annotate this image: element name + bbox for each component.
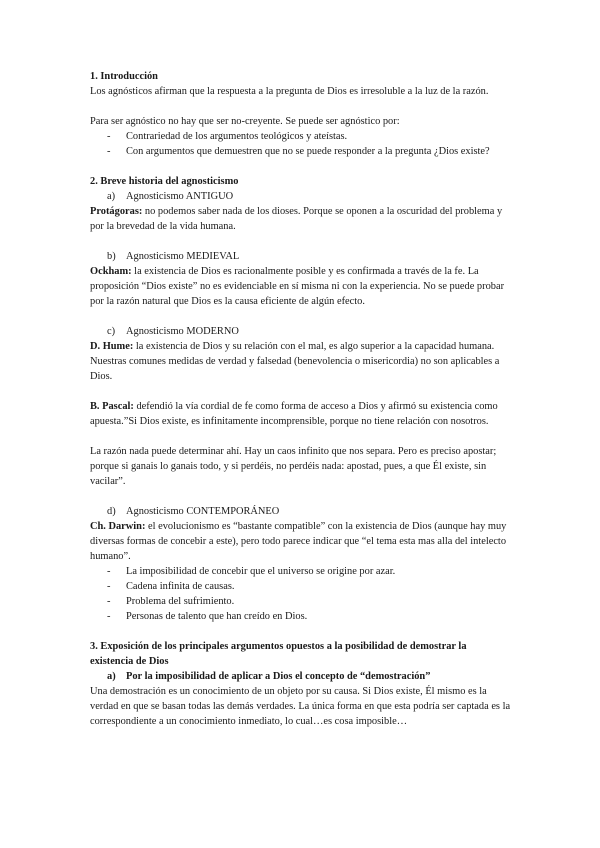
list-item: - Personas de talento que han creído en Dios. [107, 611, 308, 622]
darwin-paragraph: Ch. Darwin: el evolucionismo es “bastante compatible” con la existencia de Dios (aunque hay muy diversas formas de concebir a este), pero todo parece indicar que “el tema esta mas alla del intelecto humano”. [90, 521, 507, 562]
list-item: - Con argumentos que demuestren que no se puede responder a la pregunta ¿Dios existe? [107, 146, 490, 157]
agnostic-paragraph: Para ser agnóstico no hay que ser no-creyente. Se puede ser agnóstico por: [90, 116, 400, 127]
document-page [90, 69, 512, 729]
list-item: - Contrariedad de los argumentos teológicos y ateístas. [107, 131, 348, 142]
pascal-quote-paragraph: La razón nada puede determinar ahí. Hay un caos infinito que nos separa. Pero es preciso apostar; porque si ganais lo ganais todo, y si perdéis, no perdéis nada: apostad, pues, a que Él existe, sin vacilar”. [90, 446, 497, 487]
subsection-c-heading: c) Agnosticismo MODERNO [107, 326, 239, 337]
intro-paragraph: Los agnósticos afirman que la respuesta a la pregunta de Dios es irresoluble a la luz de la razón. [90, 86, 489, 97]
section-1-heading: 1. Introducción [90, 71, 158, 82]
ockham-paragraph: Ockham: la existencia de Dios es racionalmente posible y es confirmada a través de la fe. La proposición “Dios existe” no es evidenciable en sí misma ni con la experiencia. No se puede probar por la razón natural que Dios es la causa eficiente de algún efecto. [90, 266, 505, 307]
section-3-heading: 3. Exposición de los principales argumentos opuestos a la posibilidad de demostrar la existencia de Dios [90, 641, 467, 667]
subsection-d-heading: d) Agnosticismo CONTEMPORÁNEO [107, 506, 280, 517]
list-item: - Problema del sufrimiento. [107, 596, 235, 607]
subsection-b-heading: b) Agnosticismo MEDIEVAL [107, 251, 240, 262]
subsection-a-heading: a) Agnosticismo ANTIGUO [107, 191, 234, 202]
hume-paragraph: D. Hume: la existencia de Dios y su relación con el mal, es algo superior a la capacidad humana. Nuestras comunes medidas de verdad y falsedad (benevolencia o misericordia) no son aplicables a Dios. [90, 341, 500, 382]
demonstration-paragraph: Una demostración es un conocimiento de un objeto por su causa. Si Dios existe, Él mismo es la verdad en que se basan todas las demás verdades. La única forma en que esta podría ser captada es la correspondiente a un conocimiento inmediato, lo cual…es cosa imposible… [90, 686, 511, 727]
subsection-3a-heading: a) Por la imposibilidad de aplicar a Dios el concepto de “demostración” [107, 671, 431, 682]
pascal-paragraph: B. Pascal: defendió la vía cordial de fe como forma de acceso a Dios y afirmó su existencia como apuesta.”Si Dios existe, es infinitamente incomprensible, porque no tiene relación con nosotros. [90, 401, 498, 427]
list-item: - La imposibilidad de concebir que el universo se origine por azar. [107, 566, 396, 577]
section-2-heading: 2. Breve historia del agnosticismo [90, 176, 239, 187]
protagoras-paragraph: Protágoras: no podemos saber nada de los dioses. Porque se oponen a la oscuridad del problema y por la brevedad de la vida humana. [90, 206, 503, 232]
list-item: - Cadena infinita de causas. [107, 581, 235, 592]
